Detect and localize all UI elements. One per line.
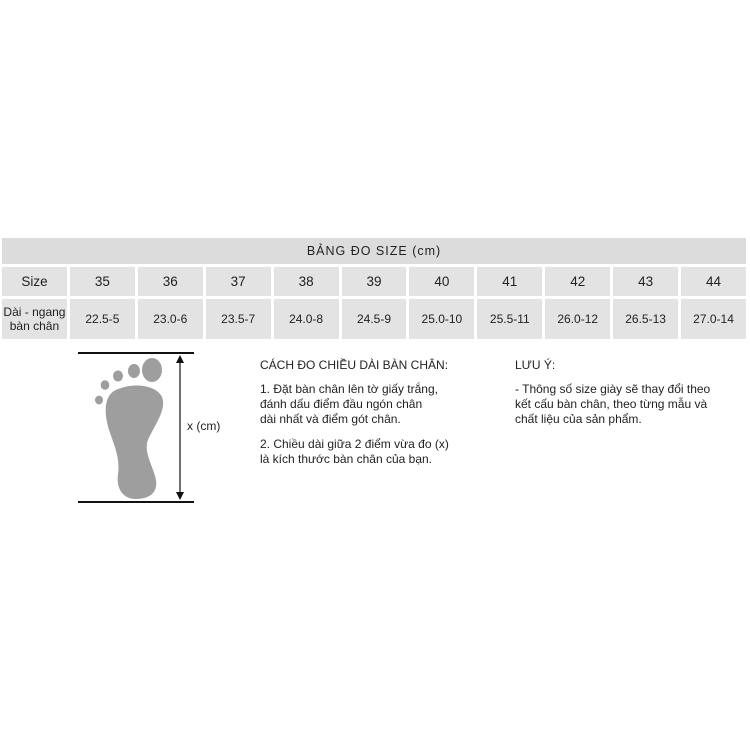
length-row	[2, 299, 746, 339]
length-label-line1: Dài - ngang	[3, 305, 66, 319]
instruction-step-1	[260, 382, 475, 427]
note-line: kết cấu bàn chân, theo từng mẫu và	[515, 397, 708, 411]
length-label-line2: bàn chân	[9, 319, 60, 333]
size-chart-table	[0, 235, 749, 342]
length-row-label	[2, 299, 67, 339]
size-cell: 36	[138, 267, 203, 296]
table-title: BẢNG ĐO SIZE (cm)	[2, 238, 746, 264]
size-cell: 42	[545, 267, 610, 296]
length-cell: 22.5-5	[70, 299, 135, 339]
length-cell: 24.5-9	[342, 299, 407, 339]
note-line: - Thông số size giày sẽ thay đổi theo	[515, 382, 711, 396]
length-cell: 24.0-8	[274, 299, 339, 339]
length-cell: 25.5-11	[477, 299, 542, 339]
length-cell: 25.0-10	[409, 299, 474, 339]
size-row	[2, 267, 746, 296]
measurement-instructions	[260, 358, 475, 477]
length-cell: 23.0-6	[138, 299, 203, 339]
size-cell: 37	[206, 267, 271, 296]
measure-arrow-icon	[176, 355, 184, 500]
size-row-label: Size	[2, 267, 67, 296]
length-cell: 26.5-13	[613, 299, 678, 339]
title-row	[2, 238, 746, 264]
length-cell: 27.0-14	[681, 299, 746, 339]
step-2-line: 2. Chiều dài giữa 2 điểm vừa đo (x)	[260, 437, 449, 451]
size-cell: 38	[274, 267, 339, 296]
size-cell: 44	[681, 267, 746, 296]
size-cell: 43	[613, 267, 678, 296]
measure-label: x (cm)	[187, 419, 221, 433]
note-heading: LƯU Ý:	[515, 358, 556, 372]
length-cell: 26.0-12	[545, 299, 610, 339]
step-1-line: đánh dấu điểm đầu ngón chân	[260, 397, 423, 411]
instruction-step-2	[260, 437, 475, 467]
step-1-line: 1. Đặt bàn chân lên tờ giấy trắng,	[260, 382, 438, 396]
size-cell: 39	[342, 267, 407, 296]
note-section	[515, 358, 725, 427]
size-cell: 35	[70, 267, 135, 296]
step-2-line: là kích thước bàn chân của bạn.	[260, 452, 433, 466]
length-cell: 23.5-7	[206, 299, 271, 339]
size-cell: 41	[477, 267, 542, 296]
footprint-icon	[95, 358, 163, 499]
step-1-line: dài nhất và điểm gót chân.	[260, 412, 401, 426]
instructions-heading: CÁCH ĐO CHIỀU DÀI BÀN CHÂN:	[260, 358, 449, 372]
note-line: chất liệu của sản phẩm.	[515, 412, 642, 426]
size-cell: 40	[409, 267, 474, 296]
